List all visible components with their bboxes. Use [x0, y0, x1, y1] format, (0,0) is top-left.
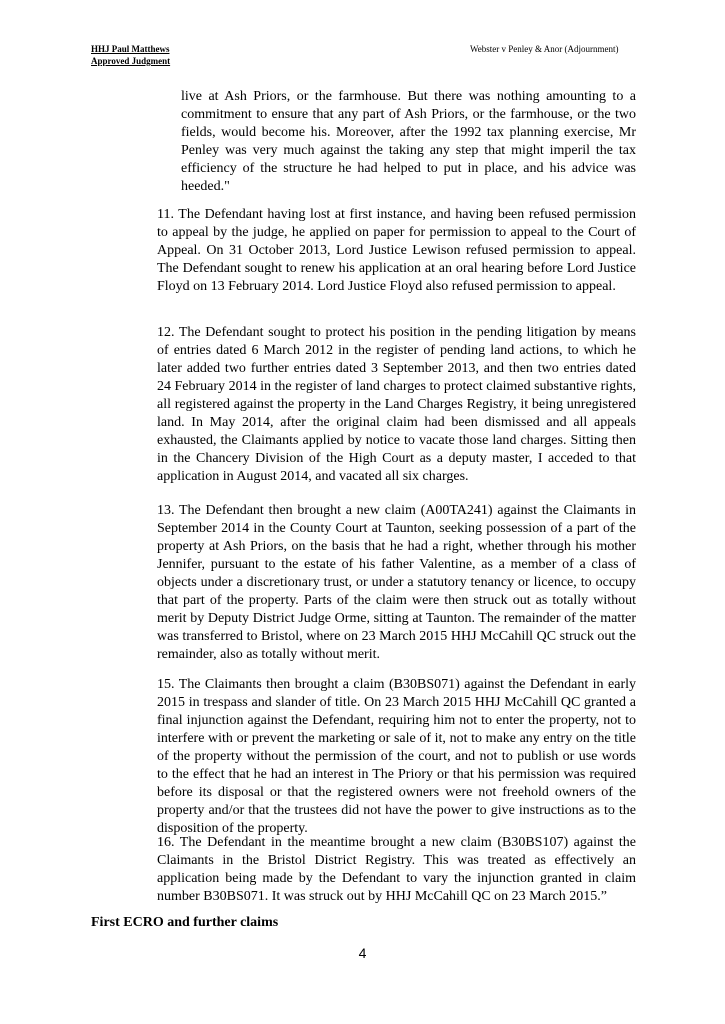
section-heading: First ECRO and further claims	[91, 915, 279, 930]
paragraph-15: 15. The Claimants then brought a claim (B30BS071) against the Defendant in early 2015 in trespass and slander of title. On 23 March 2015 HHJ McCahill QC granted a final injunction against the Defendant, requiring him not to enter the property, not to interfere with or prevent the marketing or sale of it, not to make any entry on the title of the property without the permission of the court, and not to publish or use words to the effect that he had an interest in The Priory or that his permission was required before its disposal or that the registered owners were not freehold owners of the property and/or that the trustees did not have the power to give instructions as to the disposition of the property.	[157, 677, 636, 836]
judgment-status: Approved Judgment	[91, 56, 171, 66]
judge-name: HHJ Paul Matthews	[91, 44, 170, 54]
paragraph-11: 11. The Defendant having lost at first instance, and having been refused permission to appeal by the judge, he applied on paper for permission to appeal to the Court of Appeal. On 31 October 2013, Lord Justice Lewison refused permission to appeal. The Defendant sought to renew his application at an oral hearing before Lord Justice Floyd on 13 February 2014. Lord Justice Floyd also refused permission to appeal.	[157, 207, 636, 294]
paragraph-12: 12. The Defendant sought to protect his position in the pending litigation by means of entries dated 6 March 2012 in the register of pending land actions, to which he later added two further entries dated 3 September 2013, and then two entries dated 24 February 2014 in the register of land charges to protect claimed substantive rights, all registered against the property in the Land Charges Registry, it being unregistered land. In May 2014, after the original claim had been dismissed and all appeals exhausted, the Claimants applied by notice to vacate those land charges. Sitting then in the Chancery Division of the High Court as a deputy master, I acceded to that application in August 2014, and vacated all six charges.	[157, 325, 636, 484]
case-title: Webster v Penley & Anor (Adjournment)	[470, 44, 619, 54]
paragraph-13: 13. The Defendant then brought a new claim (A00TA241) against the Claimants in September 2014 in the County Court at Taunton, seeking possession of a part of the property at Ash Priors, on the basis that he had a right, whether through his mother Jennifer, pursuant to the estate of his father Valentine, as a member of a class of objects under a discretionary trust, or under a statutory tenancy or licence, to occupy that part of the property. Parts of the claim were then struck out as totally without merit by Deputy District Judge Orme, sitting at Taunton. The remainder of the matter was transferred to Bristol, where on 23 March 2015 HHJ McCahill QC struck out the remainder, also as totally without merit.	[157, 503, 636, 662]
paragraph-16: 16. The Defendant in the meantime brought a new claim (B30BS107) against the Claimants in the Bristol District Registry. This was treated as effectively an application being made by the Defendant to vary the injunction granted in claim number B30BS071. It was struck out by HHJ McCahill QC on 23 March 2015.”	[157, 835, 636, 904]
header-left	[91, 43, 170, 67]
page-number: 4	[358, 945, 367, 961]
quote-paragraph: live at Ash Priors, or the farmhouse. But there was nothing amounting to a commitment to ensure that any part of Ash Priors, or the farmhouse, or the two fields, would become his. Moreover, after the 1992 tax planning exercise, Mr Penley was very much against the taking any step that might imperil the tax efficiency of the structure he had helped to put in place, and his advice was heeded."	[181, 89, 636, 194]
